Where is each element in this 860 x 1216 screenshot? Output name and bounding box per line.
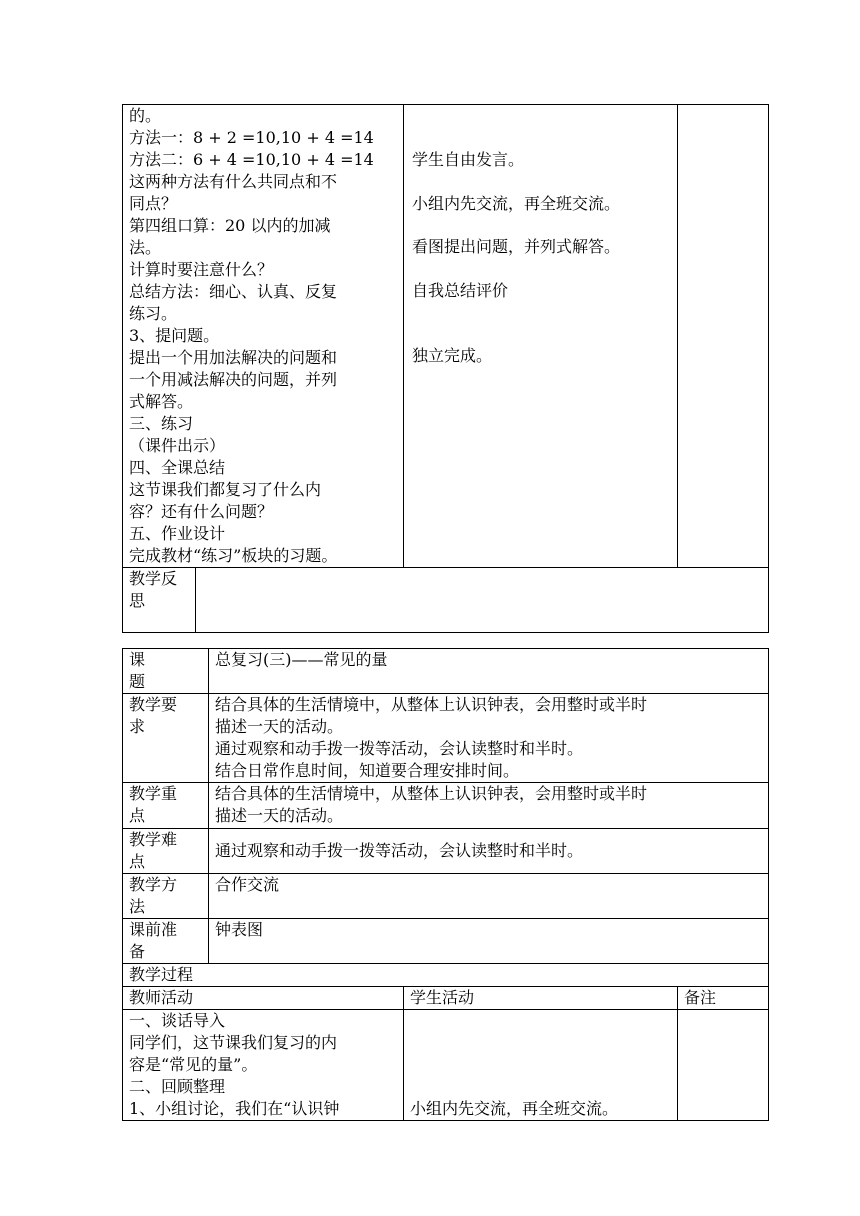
teacher-line: 1、小组讨论，我们在“认识钟 bbox=[129, 1099, 340, 1118]
process-label: 教学过程 bbox=[129, 965, 194, 984]
student-line: 独立完成。 bbox=[412, 346, 493, 365]
requirements-cell bbox=[209, 694, 769, 783]
teacher-line: 练习。 bbox=[129, 304, 178, 323]
lesson-plan-table bbox=[122, 648, 769, 1121]
teacher-line: 容是“常见的量”。 bbox=[129, 1055, 258, 1074]
key-point-line: 描述一天的活动。 bbox=[215, 806, 344, 825]
teacher-line: 三、练习 bbox=[129, 414, 194, 433]
student-line: 学生自由发言。 bbox=[412, 150, 525, 169]
method-label: 教学方 bbox=[129, 875, 178, 894]
teacher-line: 容？还有什么问题？ bbox=[129, 502, 274, 521]
requirement-line: 结合日常作息时间，知道要合理安排时间。 bbox=[215, 761, 520, 780]
note-cell bbox=[678, 105, 769, 568]
teacher-line: 的。 bbox=[129, 106, 162, 125]
teacher-line: 法。 bbox=[129, 238, 162, 257]
method-value: 合作交流 bbox=[215, 875, 280, 894]
teacher-line: 同点？ bbox=[129, 194, 178, 213]
requirement-line: 结合具体的生活情境中，从整体上认识钟表，会用整时或半时 bbox=[215, 695, 648, 714]
teacher-line: 提出一个用加法解决的问题和 bbox=[129, 348, 338, 367]
reflection-label: 教学反 bbox=[129, 569, 178, 588]
key-points-cell bbox=[209, 783, 769, 829]
key-points-label: 教学重 bbox=[129, 784, 178, 803]
student-column-label: 学生活动 bbox=[410, 988, 475, 1007]
teacher-line: 四、全课总结 bbox=[129, 458, 226, 477]
difficulty-cell bbox=[209, 829, 769, 874]
teacher-line: 方法一：8 + 2 =10,10 + 4 =14 bbox=[129, 128, 374, 147]
preparation-label: 课前准 bbox=[129, 920, 178, 939]
student-line: 自我总结评价 bbox=[412, 281, 509, 300]
requirements-label: 求 bbox=[129, 717, 146, 736]
note-column-header bbox=[678, 987, 769, 1010]
teacher-line: 五、作业设计 bbox=[129, 524, 226, 543]
teacher-line: 这节课我们都复习了什么内 bbox=[129, 480, 322, 499]
requirements-label: 教学要 bbox=[129, 695, 178, 714]
preparation-value: 钟表图 bbox=[215, 920, 264, 939]
teacher-line: 一、谈话导入 bbox=[129, 1011, 226, 1030]
key-points-label: 点 bbox=[129, 806, 146, 825]
teacher-line: 式解答。 bbox=[129, 392, 194, 411]
topic-label: 题 bbox=[129, 672, 146, 691]
student-activity-cell bbox=[404, 105, 678, 568]
preparation-cell bbox=[209, 919, 769, 964]
student-line: 小组内先交流，再全班交流。 bbox=[410, 1099, 619, 1118]
teacher-activity-cell bbox=[123, 1010, 404, 1121]
difficulty-label-cell bbox=[123, 829, 209, 874]
teacher-line: 计算时要注意什么？ bbox=[129, 260, 274, 279]
teacher-column-label: 教师活动 bbox=[129, 988, 194, 1007]
difficulty-value: 通过观察和动手拨一拨等活动，会认读整时和半时。 bbox=[215, 841, 584, 860]
requirements-label-cell bbox=[123, 694, 209, 783]
teacher-line: 这两种方法有什么共同点和不 bbox=[129, 172, 338, 191]
reflection-row bbox=[123, 568, 769, 633]
preparation-label-cell bbox=[123, 919, 209, 964]
teacher-line: （课件出示） bbox=[129, 436, 226, 455]
teacher-line: 3、提问题。 bbox=[129, 326, 220, 345]
teacher-activity-cell bbox=[123, 105, 404, 568]
teacher-line: 第四组口算：20 以内的加减 bbox=[129, 216, 331, 235]
difficulty-label: 教学难 bbox=[129, 830, 178, 849]
topic-label: 课 bbox=[129, 650, 146, 669]
difficulty-label: 点 bbox=[129, 852, 146, 871]
student-line: 小组内先交流，再全班交流。 bbox=[412, 194, 621, 213]
note-column-label: 备注 bbox=[684, 988, 717, 1007]
lesson-continuation-table bbox=[122, 104, 769, 633]
method-label-cell bbox=[123, 874, 209, 919]
method-label: 法 bbox=[129, 897, 146, 916]
reflection-content bbox=[196, 568, 768, 632]
preparation-label: 备 bbox=[129, 942, 146, 961]
student-activity-cell bbox=[404, 1010, 678, 1121]
teacher-line: 二、回顾整理 bbox=[129, 1077, 226, 1096]
teacher-line: 一个用减法解决的问题，并列 bbox=[129, 370, 338, 389]
teacher-line: 总结方法：细心、认真、反复 bbox=[129, 282, 338, 301]
topic-value: 总复习(三)——常见的量 bbox=[215, 650, 388, 669]
teacher-line: 完成教材“练习”板块的习题。 bbox=[129, 546, 338, 565]
key-point-line: 结合具体的生活情境中，从整体上认识钟表，会用整时或半时 bbox=[215, 784, 648, 803]
student-column-header bbox=[404, 987, 678, 1010]
teacher-column-header bbox=[123, 987, 404, 1010]
topic-label-cell bbox=[123, 649, 209, 694]
teacher-line: 同学们，这节课我们复习的内 bbox=[129, 1033, 338, 1052]
note-cell bbox=[678, 1010, 769, 1121]
requirement-line: 通过观察和动手拨一拨等活动，会认读整时和半时。 bbox=[215, 739, 584, 758]
student-line: 看图提出问题，并列式解答。 bbox=[412, 237, 621, 256]
key-points-label-cell bbox=[123, 783, 209, 829]
reflection-label: 思 bbox=[129, 591, 146, 610]
teacher-line: 方法二：6 + 4 =10,10 + 4 =14 bbox=[129, 150, 374, 169]
requirement-line: 描述一天的活动。 bbox=[215, 717, 344, 736]
method-cell bbox=[209, 874, 769, 919]
topic-value-cell bbox=[209, 649, 769, 694]
process-header-cell bbox=[123, 964, 769, 987]
